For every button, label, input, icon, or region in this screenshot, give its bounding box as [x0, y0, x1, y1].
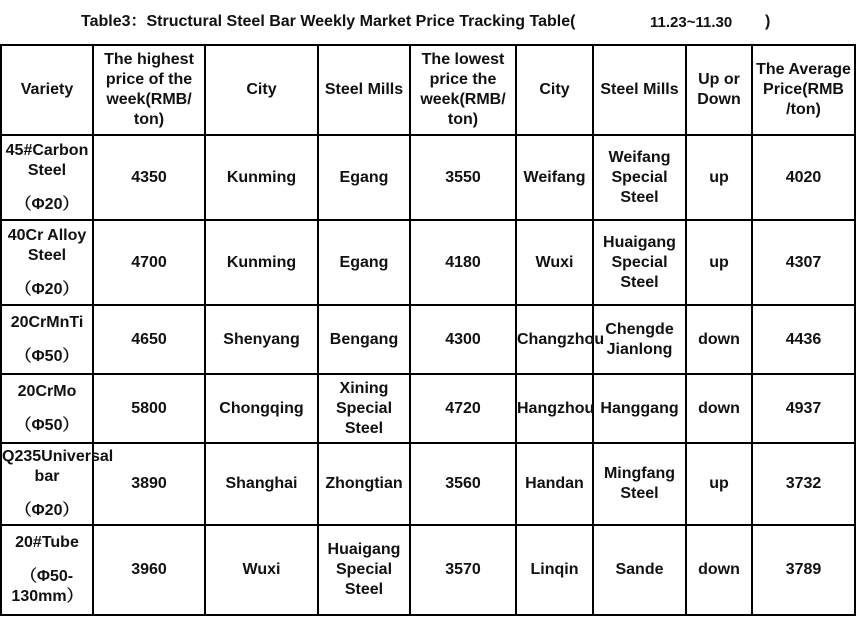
- variety-name: Q235Universal bar: [2, 448, 114, 485]
- table-title: [0, 0, 855, 44]
- price-tracking-table: [0, 44, 856, 616]
- header-high-steel-mills: Steel Mills: [318, 45, 410, 135]
- header-lowest-price: The lowest price the week(RMB/ ton): [410, 45, 516, 135]
- low-steel-mill: Chengde Jianlong: [593, 305, 686, 374]
- low-city: Linqin: [516, 525, 593, 615]
- high-steel-mill: Xining Special Steel: [318, 374, 410, 443]
- highest-price: 3890: [93, 443, 205, 525]
- header-average-price: The Average Price(RMB /ton): [752, 45, 855, 135]
- low-steel-mill: Hanggang: [593, 374, 686, 443]
- high-steel-mill: Egang: [318, 135, 410, 220]
- header-variety: Variety: [1, 45, 93, 135]
- lowest-price: 3570: [410, 525, 516, 615]
- low-steel-mill: Mingfang Steel: [593, 443, 686, 525]
- average-price: 4937: [752, 374, 855, 443]
- variety-cell: [1, 135, 93, 220]
- high-steel-mill: Zhongtian: [318, 443, 410, 525]
- variety-name: 20#Tube: [15, 534, 79, 551]
- low-city: Hangzhou: [516, 374, 593, 443]
- variety-name: 40Cr Alloy Steel: [7, 226, 87, 264]
- highest-price: 4700: [93, 220, 205, 305]
- highest-price: 4350: [93, 135, 205, 220]
- table-row: [1, 374, 855, 443]
- high-city: Shenyang: [205, 305, 318, 374]
- variety-spec: （Φ50）: [15, 347, 79, 365]
- variety-cell: [1, 374, 93, 443]
- variety-spec: （Φ50）: [15, 416, 79, 434]
- variety-spec: （Φ50-130mm）: [11, 568, 83, 605]
- low-city: Weifang: [516, 135, 593, 220]
- high-city: Kunming: [205, 220, 318, 305]
- header-low-city: City: [516, 45, 593, 135]
- variety-cell: [1, 220, 93, 305]
- average-price: 3732: [752, 443, 855, 525]
- high-steel-mill: Bengang: [318, 305, 410, 374]
- trend: down: [686, 305, 752, 374]
- low-city: Changzhou: [516, 305, 593, 374]
- lowest-price: 4300: [410, 305, 516, 374]
- variety-spec: （Φ20）: [15, 195, 79, 213]
- low-steel-mill: Weifang Special Steel: [593, 135, 686, 220]
- high-city: Wuxi: [205, 525, 318, 615]
- low-city: Wuxi: [516, 220, 593, 305]
- low-steel-mill: Huaigang Special Steel: [593, 220, 686, 305]
- highest-price: 3960: [93, 525, 205, 615]
- lowest-price: 3550: [410, 135, 516, 220]
- table-row: [1, 305, 855, 374]
- high-steel-mill: Egang: [318, 220, 410, 305]
- variety-cell: [1, 525, 93, 615]
- table-title-main: Table3：Structural Steel Bar Weekly Market Price Tracking Table(: [81, 13, 576, 30]
- trend: up: [686, 443, 752, 525]
- header-highest-price: The highest price of the week(RMB/ ton): [93, 45, 205, 135]
- trend: up: [686, 135, 752, 220]
- variety-cell: [1, 443, 114, 525]
- high-steel-mill: Huaigang Special Steel: [318, 525, 410, 615]
- low-steel-mill: Sande: [593, 525, 686, 615]
- table-title-date-range: 11.23~11.30: [650, 14, 733, 31]
- variety-spec: （Φ20）: [15, 280, 79, 298]
- highest-price: 4650: [93, 305, 205, 374]
- highest-price: 5800: [93, 374, 205, 443]
- high-city: Kunming: [205, 135, 318, 220]
- trend: up: [686, 220, 752, 305]
- header-row: [1, 45, 855, 135]
- average-price: 4020: [752, 135, 855, 220]
- header-high-city: City: [205, 45, 318, 135]
- lowest-price: 3560: [410, 443, 516, 525]
- average-price: 4307: [752, 220, 855, 305]
- high-city: Chongqing: [205, 374, 318, 443]
- variety-name: 20CrMnTi: [10, 313, 84, 331]
- variety-cell: [1, 305, 93, 374]
- lowest-price: 4180: [410, 220, 516, 305]
- trend: down: [686, 525, 752, 615]
- trend: down: [686, 374, 752, 443]
- variety-name: 20CrMo: [17, 382, 77, 400]
- table-row: [1, 525, 855, 615]
- variety-name: 45#Carbon Steel: [5, 141, 89, 179]
- average-price: 3789: [752, 525, 855, 615]
- lowest-price: 4720: [410, 374, 516, 443]
- table-title-close-paren: ): [765, 13, 771, 30]
- table-row: [1, 443, 855, 525]
- header-up-or-down: Up or Down: [686, 45, 752, 135]
- header-low-steel-mills: Steel Mills: [593, 45, 686, 135]
- table-row: [1, 220, 855, 305]
- low-city: Handan: [516, 443, 593, 525]
- average-price: 4436: [752, 305, 855, 374]
- table-row: [1, 135, 855, 220]
- variety-spec: （Φ20）: [15, 502, 79, 519]
- high-city: Shanghai: [205, 443, 318, 525]
